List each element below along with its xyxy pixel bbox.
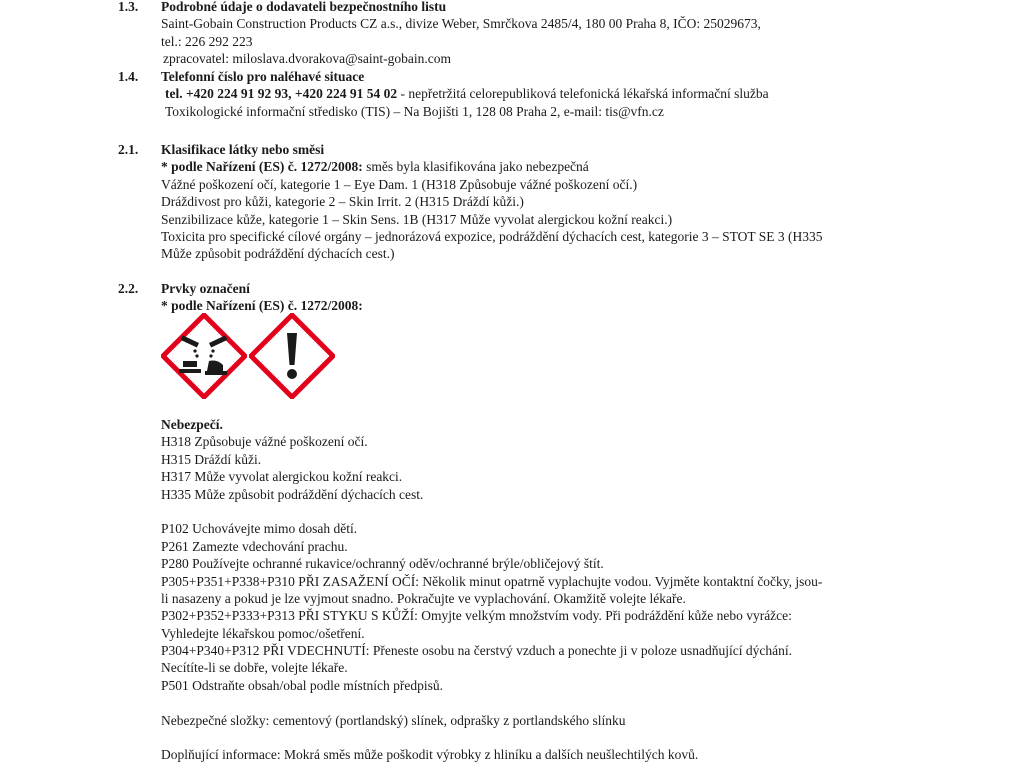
precautionary-statement: P501 Odstraňte obsah/obal podle místních předpisů.	[161, 677, 443, 693]
precautionary-statement: Vyhledejte lékařskou pomoc/ošetření.	[161, 625, 365, 641]
phone-numbers: tel. +420 224 91 92 93, +420 224 91 54 02	[165, 86, 398, 102]
classification-line: Vážné poškození očí, kategorie 1 – Eye Dam. 1 (H318 Způsobuje vážné poškození očí.)	[161, 176, 638, 192]
classification-line: Toxicita pro specifické cílové orgány – jednorázová expozice, podráždění dýchacích cest, kategorie 3 – STOT SE 3 (H335	[161, 228, 823, 244]
emergency-phones	[161, 85, 894, 102]
precautionary-statement: P261 Zamezte vdechování prachu.	[161, 538, 348, 554]
labelling-regulation: * podle Nařízení (ES) č. 1272/2008:	[161, 298, 363, 314]
section-title: Telefonní číslo pro naléhavé situace	[161, 69, 365, 84]
hazard-statement: H315 Dráždí kůži.	[161, 451, 262, 467]
signal-word: Nebezpečí.	[161, 417, 223, 432]
classification-line: Může způsobit podráždění dýchacích cest.)	[161, 246, 395, 262]
precautionary-statement: P304+P340+P312 PŘI VDECHNUTÍ: Přeneste osobu na čerstvý vzduch a ponechte ji v poloze usnadňující dýchání.	[161, 643, 793, 659]
regulation-ref: * podle Nařízení (ES) č. 1272/2008:	[161, 159, 363, 175]
section-title: Klasifikace látky nebo směsi	[161, 142, 325, 157]
supplier-line: Saint-Gobain Construction Products CZ a.s., divize Weber, Smrčkova 2485/4, 180 00 Praha 8, IČO: 25029673,	[161, 16, 761, 32]
hazard-statement: H335 Může způsobit podráždění dýchacích cest.	[161, 486, 424, 502]
section-number: 2.2.	[118, 281, 139, 296]
section-title: Prvky označení	[161, 281, 250, 296]
section-title: Podrobné údaje o dodavateli bezpečnostního listu	[161, 0, 447, 14]
hazardous-components: Nebezpečné složky: cementový (portlandský) slínek, odprašky z portlandského slínku	[161, 712, 626, 728]
precautionary-statement: P102 Uchovávejte mimo dosah dětí.	[161, 521, 358, 537]
section-number: 1.3.	[118, 0, 139, 14]
hazard-statement: H318 Způsobuje vážné poškození očí.	[161, 434, 368, 450]
supplier-phone: tel.: 226 292 223	[161, 33, 253, 49]
supplier-contact: zpracovatel: miloslava.dvorakova@saint-gobain.com	[163, 51, 451, 67]
supplementary-info: Doplňující informace: Mokrá směs může poškodit výrobky z hliníku a dalších neušlechtilých kovů.	[161, 747, 699, 763]
phone-description: - nepřetržitá celorepubliková telefonická lékařská informační služba	[397, 86, 769, 102]
classification-line: Dráždivost pro kůži, kategorie 2 – Skin Irrit. 2 (H315 Dráždí kůži.)	[161, 194, 524, 210]
classification-regulation	[161, 158, 894, 175]
hazard-statement: H317 Může vyvolat alergickou kožní reakci.	[161, 469, 403, 485]
precautionary-statement: Necítíte-li se dobře, volejte lékaře.	[161, 660, 348, 676]
exclamation-pictogram-icon	[249, 313, 335, 399]
precautionary-statement: P280 Používejte ochranné rukavice/ochranný oděv/ochranné brýle/obličejový štít.	[161, 556, 604, 572]
corrosion-pictogram-icon	[161, 313, 247, 399]
spacer	[161, 503, 894, 520]
section-number: 1.4.	[118, 69, 139, 84]
classification-line: Senzibilizace kůže, kategorie 1 – Skin Sens. 1B (H317 Může vyvolat alergickou kožní reakci.)	[161, 211, 673, 227]
precautionary-statement: P305+P351+P338+P310 PŘI ZASAŽENÍ OČÍ: Několik minut opatrně vyplachujte vodou. Vyjměte kontaktní čočky, jsou-	[161, 573, 823, 589]
regulation-result: směs byla klasifikována jako nebezpečná	[362, 159, 589, 175]
spacer	[161, 729, 894, 746]
spacer	[161, 694, 894, 711]
tis-line: Toxikologické informační středisko (TIS) – Na Bojišti 1, 128 08 Praha 2, e-mail: tis@vfn.cz	[165, 103, 664, 119]
section-number: 2.1.	[118, 142, 139, 157]
precautionary-statement: li nasazeny a pokud je lze vyjmout snadno. Pokračujte ve vyplachování. Okamžitě volejte lékaře.	[161, 590, 686, 606]
precautionary-statement: P302+P352+P333+P313 PŘI STYKU S KŮŽÍ: Omyjte velkým množstvím vody. Při podráždění kůže nebo vyrážce:	[161, 608, 792, 624]
ghs-pictograms	[161, 313, 341, 403]
